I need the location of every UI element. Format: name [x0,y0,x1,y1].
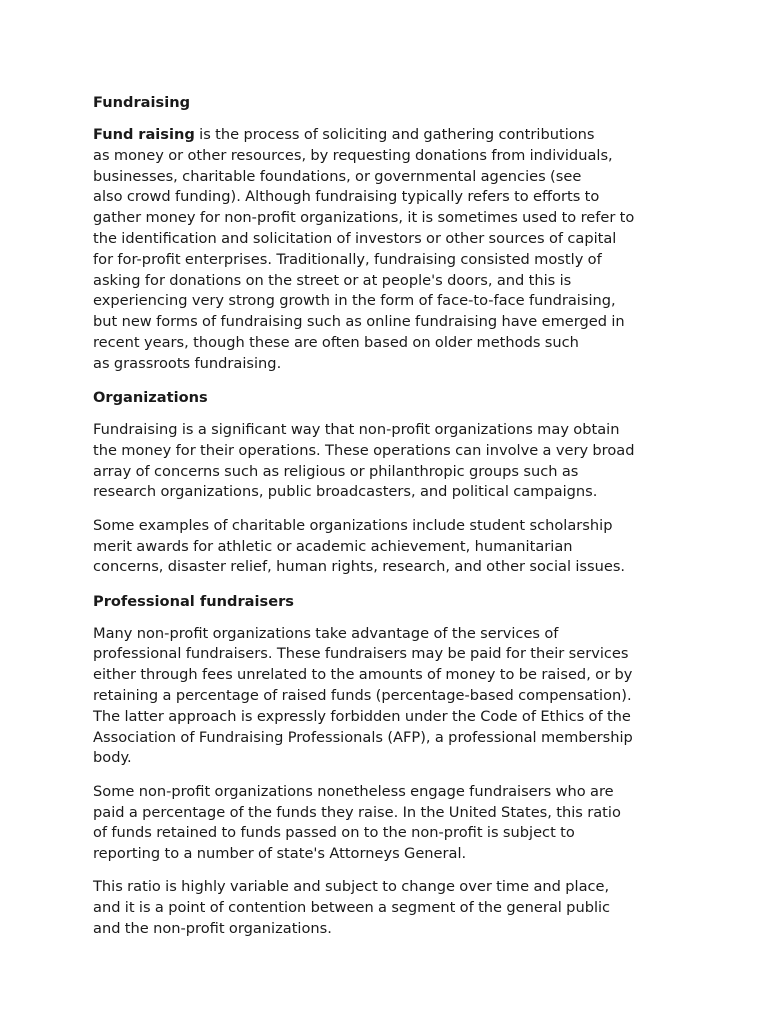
paragraph-line: Association of Fundraising Professionals (AFP), a professional membership [93,728,633,746]
paragraph-line: merit awards for athletic or academic achievement, humanitarian [93,537,573,555]
paragraph-line: paid a percentage of the funds they raise. In the United States, this ratio [93,803,621,821]
paragraph [93,877,683,939]
section-heading: Fundraising [93,94,191,111]
paragraph-line: This ratio is highly variable and subject to change over time and place, [93,878,610,896]
paragraph-line: as money or other resources, by requesting donations from individuals, [93,146,613,164]
paragraph-line: experiencing very strong growth in the form of face-to-face fundraising, [93,292,616,310]
paragraph-line: as grassroots fundraising. [93,354,282,372]
paragraph-line: but new forms of fundraising such as online fundraising have emerged in [93,313,625,331]
paragraph-line: Some examples of charitable organizations include student scholarship [93,516,613,534]
paragraph-line: concerns, disaster relief, human rights, research, and other social issues. [93,558,626,576]
paragraph-line: The latter approach is expressly forbidden under the Code of Ethics of the [93,707,631,725]
paragraph-line: gather money for non-profit organizations, it is sometimes used to refer to [93,209,635,227]
paragraph [93,516,683,578]
paragraph [93,624,683,770]
paragraph-line: the identification and solicitation of investors or other sources of capital [93,229,617,247]
paragraph-line: businesses, charitable foundations, or governmental agencies (see [93,167,582,185]
paragraph [93,125,683,375]
paragraph-line: also crowd funding). Although fundraising typically refers to efforts to [93,188,600,206]
paragraph-line: body. [93,749,132,767]
paragraph-line: the money for their operations. These operations can involve a very broad [93,441,635,459]
section-organizations [93,387,683,578]
section-professional-fundraisers [93,591,683,940]
paragraph [93,420,683,503]
line-text: is the process of soliciting and gathering contributions [194,126,595,143]
paragraph-line: Fundraising is a significant way that non-profit organizations may obtain [93,421,620,439]
paragraph-line: recent years, though these are often based on older methods such [93,333,579,351]
paragraph [93,782,683,865]
document-page [93,92,683,952]
paragraph-line: and it is a point of contention between a segment of the general public [93,899,611,917]
paragraph-line: for for-profit enterprises. Traditionally, fundraising consisted mostly of [93,250,602,268]
section-heading: Professional fundraisers [93,592,294,610]
paragraph-line: asking for donations on the street or at people's doors, and this is [93,271,572,289]
paragraph-line: Many non-profit organizations take advantage of the services of [93,624,559,642]
paragraph-line [93,125,683,146]
paragraph-line: of funds retained to funds passed on to the non-profit is subject to [93,824,575,842]
section-fundraising [93,92,683,375]
paragraph-line: retaining a percentage of raised funds (percentage-based compensation). [93,687,632,705]
paragraph-line: reporting to a number of state's Attorneys General. [93,845,467,863]
paragraph-line: professional fundraisers. These fundraisers may be paid for their services [93,645,629,663]
paragraph-line: and the non-profit organizations. [93,920,332,937]
section-heading: Organizations [93,389,208,407]
paragraph-line: research organizations, public broadcasters, and political campaigns. [93,483,598,501]
bold-term: Fund raising [93,126,195,143]
paragraph-line: either through fees unrelated to the amounts of money to be raised, or by [93,666,633,684]
paragraph-line: Some non-profit organizations nonetheless engage fundraisers who are [93,782,614,800]
paragraph-line: array of concerns such as religious or philanthropic groups such as [93,462,579,480]
